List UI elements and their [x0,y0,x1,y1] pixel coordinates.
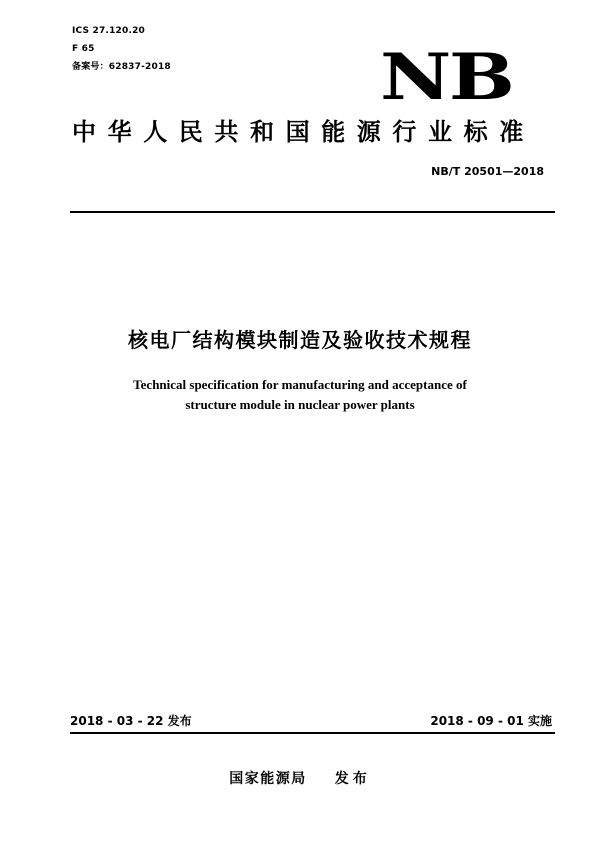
issuer-name: 国家能源局 [229,771,307,787]
implementation-date: 2018 - 09 - 01 实施 [430,714,552,728]
top-divider [70,211,555,213]
nb-logo: NB [380,40,513,115]
ccs-code: F 65 [72,44,95,54]
standard-authority-title: 中华人民共和国能源行业标准 [72,118,535,146]
issue-date: 2018 - 03 - 22 发布 [70,714,192,728]
standard-number: NB/T 20501—2018 [431,165,544,178]
bottom-divider [70,732,555,734]
record-number: 备案号：62837-2018 [72,62,171,72]
title-chinese: 核电厂结构模块制造及验收技术规程 [128,328,472,352]
title-english-line-1: Technical specification for manufacturing and acceptance of [133,377,467,392]
ics-code: ICS 27.120.20 [72,26,146,36]
issuer-action: 发布 [334,771,371,787]
issuer-line [0,770,600,788]
title-english-line-2: structure module in nuclear power plants [185,397,415,412]
